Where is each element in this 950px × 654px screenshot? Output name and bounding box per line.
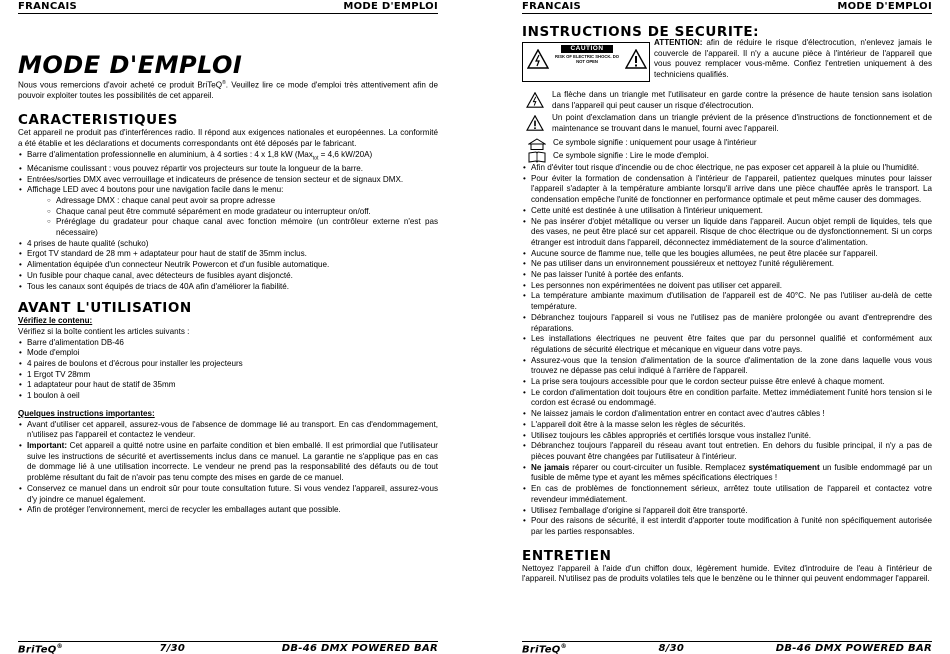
sub-list-item: ○ Adressage DMX : chaque canal peut avoir sa propre adresse (47, 196, 438, 207)
list-item: • Ne pas utiliser dans un environnement poussiéreux et nettoyez l'unité régulièrement. (522, 259, 932, 270)
sub-list-item: ○ Chaque canal peut être commuté séparément en mode gradateur ou interrupteur on/off. (47, 207, 438, 218)
exclamation-warning-icon (526, 115, 544, 131)
verif-heading: Vérifiez le contenu: (18, 316, 93, 326)
list-item: • Pour des raisons de sécurité, il est interdit d'apporter toute modification à l'unité non spécifiquement autorisée par les parties responsables. (522, 516, 932, 537)
list-item: • Affichage LED avec 4 boutons pour une navigation facile dans le menu: ○ Adressage DMX : chaque canal peut avoir sa propre adresse ○ Chaque canal peut être commuté séparément en mode gradateur ou interrupteur on/off. ○ Préréglage du gradateur pour chaque canal avec fonction mémoire (un contrôleur externe n'est pas nécessaire) (18, 185, 438, 239)
list-item: • Barre d'alimentation DB-46 (18, 338, 438, 349)
list-item: • Ne laissez jamais le cordon d'alimentation entrer en contact avec d'autres câbles ! (522, 409, 932, 420)
list-item: • Aucune source de flamme nue, telle que les bougies allumées, ne peut être placée sur l'appareil. (522, 249, 932, 260)
list-item: • En cas de problèmes de fonctionnement sérieux, arrêtez toute utilisation de l'appareil et contactez votre revendeur immédiatement. (522, 484, 932, 505)
list-item: • 1 adaptateur pour haut de statif de 35mm (18, 380, 438, 391)
arrow-block (522, 90, 932, 115)
footer-brand: BriTeQ® (18, 643, 63, 654)
lightning-warning-icon (527, 49, 549, 69)
footer-model: DB-46 DMX POWERED BAR (281, 643, 438, 654)
indoor-symbol-text: Ce symbole signifie : uniquement pour usage à l'intérieur (553, 138, 757, 148)
intro-text: Nous vous remercions d'avoir acheté ce produit BriTeQ®. Veuillez lire ce mode d'emploi très attentivement afin de pouvoir exploiter toutes les possibilités de cet appareil. (18, 80, 439, 101)
list-item: • 1 boulon à oeil (18, 391, 438, 402)
page-title: MODE D'EMPLOI (18, 51, 243, 79)
list-item: • Entrées/sorties DMX avec verrouillage et indicateurs de présence de tension secteur et de signaux DMX. (18, 175, 438, 186)
page-left (18, 0, 438, 654)
list-item: • Assurez-vous que la tension d'alimentation de la source d'alimentation de la zone dans laquelle vous vous trouvez ne dépasse pas celui indiqué à l'arrière de l'appareil. (522, 356, 932, 377)
list-item: • Débranchez toujours l'appareil du réseau avant tout entretien. En dehors du fusible principal, il n'y a pas de pièces pouvant être changées par l'utilisateur à l'intérieur. (522, 441, 932, 462)
lightning-warning-icon (526, 92, 544, 108)
list-item: • Important: Cet appareil a quitté notre usine en parfaite condition et bien emballé. Il est primordial que l'utilisateur suive les instructions de sécurité et avertissements inclus dans ce manuel. La garantie ne s'applique pas en cas de dommage lié à une utilisation incorrecte. Le vendeur ne prend pas la responsabilité des défauts ou de tout problème résultant du fait de n'avoir pas tenu compte des mises en garde de ce manuel. (18, 441, 438, 484)
manual-symbol-row (522, 150, 932, 163)
section-title-entretien: ENTRETIEN (522, 547, 612, 564)
list-item: • 4 paires de boulons et d'écrous pour installer les projecteurs (18, 359, 438, 370)
list-item: • Conservez ce manuel dans un endroit sûr pour toute consultation future. Si vous vendez l'appareil, assurez-vous d'y joindre ce manuel également. (18, 484, 438, 505)
list-item: • Utilisez toujours les câbles appropriés et certifiés lorsque vous installez l'unité. (522, 431, 932, 442)
page-footer (522, 641, 932, 654)
list-item: • Mécanisme coulissant : vous pouvez répartir vos projecteurs sur toute la longueur de la barre. (18, 164, 438, 175)
page-right (522, 0, 932, 654)
list-item: • Les installations électriques ne peuvent être faites que par du personnel qualifié et conformément aux régulations de sécurité électrique et mécanique en vigueur dans votre pays. (522, 334, 932, 355)
list-item: • Mode d'emploi (18, 348, 438, 359)
footer-page-number: 7/30 (159, 643, 186, 654)
book-icon (528, 151, 546, 163)
page-header (18, 0, 438, 14)
list-item: • Un fusible pour chaque canal, avec détecteurs de fusibles ayant disjoncté. (18, 271, 438, 282)
header-section: MODE D'EMPLOI (837, 1, 932, 12)
instructions-list (18, 420, 438, 516)
section-title-avant: AVANT L'UTILISATION (18, 300, 192, 317)
caution-label (522, 42, 650, 82)
list-item: • Afin de protéger l'environnement, merci de recycler les emballages autant que possible. (18, 505, 438, 516)
caution-title: CAUTION (561, 45, 613, 53)
section-title-caracteristiques: CARACTERISTIQUES (18, 112, 178, 129)
left-content (18, 52, 438, 516)
footer-model: DB-46 DMX POWERED BAR (775, 643, 932, 654)
list-item: • Débranchez toujours l'appareil si vous ne l'utilisez pas de manière prolongée ou avant d'entreprendre des réparations. (522, 313, 932, 334)
page-title: INSTRUCTIONS DE SECURITE: (522, 24, 760, 40)
list-item: • Les personnes non expérimentées ne doivent pas utiliser cet appareil. (522, 281, 932, 292)
header-section: MODE D'EMPLOI (343, 1, 438, 12)
list-item: • Tous les canaux sont équipés de triacs de 40A afin d'améliorer la fiabilité. (18, 282, 438, 293)
list-item: • Avant d'utiliser cet appareil, assurez-vous de l'absence de dommage lié au transport. En cas d'endommagement, n'utilisez pas l'appareil et contactez le vendeur. (18, 420, 438, 441)
header-language: FRANCAIS (522, 1, 582, 12)
list-item: • L'appareil doit être à la masse selon les règles de sécurités. (522, 420, 932, 431)
manual-symbol-text: Ce symbole signifie : Lire le mode d'emploi. (553, 151, 709, 161)
caracteristiques-list (18, 150, 438, 293)
list-item: • Ne pas insérer d'objet métallique ou verser un liquide dans l'appareil. Aucun objet rempli de liquides, tels que des vases, ne peut être placé sur cet appareil. Risque de choc électrique ou de dysfonctionnement. Si un corps étranger est introduit dans l'appareil, déconnectez immédiatement de la source d'alimentation. (522, 217, 932, 249)
footer-page-number: 8/30 (658, 643, 685, 654)
caution-block (522, 40, 932, 83)
list-item: • Pour éviter la formation de condensation à l'intérieur de l'appareil, patientez quelques minutes pour laisser l'appareil s'adapter à la température ambiante lorsqu'il arrive dans une pièce chauffée après le transport. La condensation empêche l'unité de fonctionner en performance optimale et peut même causer des dommages. (522, 174, 932, 206)
list-item: • Ne jamais réparer ou court-circuiter un fusible. Remplacez systématiquement un fusible endommagé par un fusible de même type et ayant les mêmes spécifications électriques ! (522, 463, 932, 484)
list-item: • Cette unité est destinée à une utilisation à l'intérieur uniquement. (522, 206, 932, 217)
caution-subtitle: RISK OF ELECTRIC SHOCK. DO NOT OPEN (555, 54, 619, 64)
list-item: • Utilisez l'emballage d'origine si l'appareil doit être transporté. (522, 506, 932, 517)
page-header (522, 0, 932, 14)
right-content (522, 25, 932, 585)
header-language: FRANCAIS (18, 1, 78, 12)
safety-list (522, 163, 932, 538)
list-item: • La température ambiante maximum d'utilisation de l'appareil est de 40°C. Ne pas l'utiliser au-delà de cette température. (522, 291, 932, 312)
list-item: • 4 prises de haute qualité (schuko) (18, 239, 438, 250)
arrow-text: La flèche dans un triangle met l'utilisateur en garde contre la présence de haute tension sans isolation dans l'appareil qui peut causer un risque d'électrocution. (552, 90, 932, 110)
list-item: • 1 Ergot TV 28mm (18, 370, 438, 381)
house-icon (528, 138, 546, 150)
list-item: • Ne pas laisser l'unité à portée des enfants. (522, 270, 932, 281)
list-item: • La prise sera toujours accessible pour que le cordon secteur puisse être enlevé à chaque moment. (522, 377, 932, 388)
footer-brand: BriTeQ® (522, 643, 567, 654)
page-footer (18, 641, 438, 654)
exclamation-text: Un point d'exclamation dans un triangle prévient de la présence d'instructions de fonctionnement et de maintenance se trouvant dans le manuel, fourni avec l'appareil. (552, 113, 932, 133)
indoor-symbol-row (522, 137, 932, 150)
instructions-heading: Quelques instructions importantes: (18, 408, 155, 418)
list-item: • Alimentation équipée d'un connecteur Neutrik Powercon et d'un fusible automatique. (18, 260, 438, 271)
list-item: • Afin d'éviter tout risque d'incendie ou de choc électrique, ne pas exposer cet appareil à la pluie ou l'humidité. (522, 163, 932, 174)
verif-text: Vérifiez si la boîte contient les articles suivants : (18, 326, 190, 336)
list-item: • Barre d'alimentation professionnelle en aluminium, à 4 sorties : 4 x 1,8 kW (Max$_{tot}$ = 4,6 kW/20A) (18, 150, 438, 164)
sub-list-item: ○ Préréglage du gradateur pour chaque canal avec fonction mémoire (un contrôleur externe n'est pas nécessaire) (47, 217, 438, 238)
exclamation-block (522, 115, 932, 137)
exclamation-warning-icon (625, 49, 647, 69)
list-item: • Ergot TV standard de 28 mm + adaptateur pour haut de statif de 35mm inclus. (18, 249, 438, 260)
attention-text: ATTENTION: afin de réduire le risque d'électrocution, n'enlevez jamais le couvercle de l'appareil. Il n'y a aucune pièce à l'intérieur de l'appareil que vous pouvez remplacer vous-même. Confiez l'entretien uniquement à des techniciens qualifiés. (654, 38, 932, 80)
caracteristiques-text: Cet appareil ne produit pas d'interférences radio. Il répond aux exigences nationales et européennes. La conformité a été établie et les déclarations et documents correspondants ont été déposés par le fabricant. (18, 128, 438, 148)
entretien-text: Nettoyez l'appareil à l'aide d'un chiffon doux, légèrement humide. Evitez d'introduire de l'eau à l'intérieur de l'appareil. N'utilisez pas de produits volatiles tels que le benzène ou le thinner qui peuvent endommager l'appareil. (522, 563, 932, 584)
list-item: • Le cordon d'alimentation doit toujours être en condition parfaite. Mettez immédiatement l'unité hors tension si le cordon est écrasé ou endommagé. (522, 388, 932, 409)
verif-list (18, 338, 438, 402)
